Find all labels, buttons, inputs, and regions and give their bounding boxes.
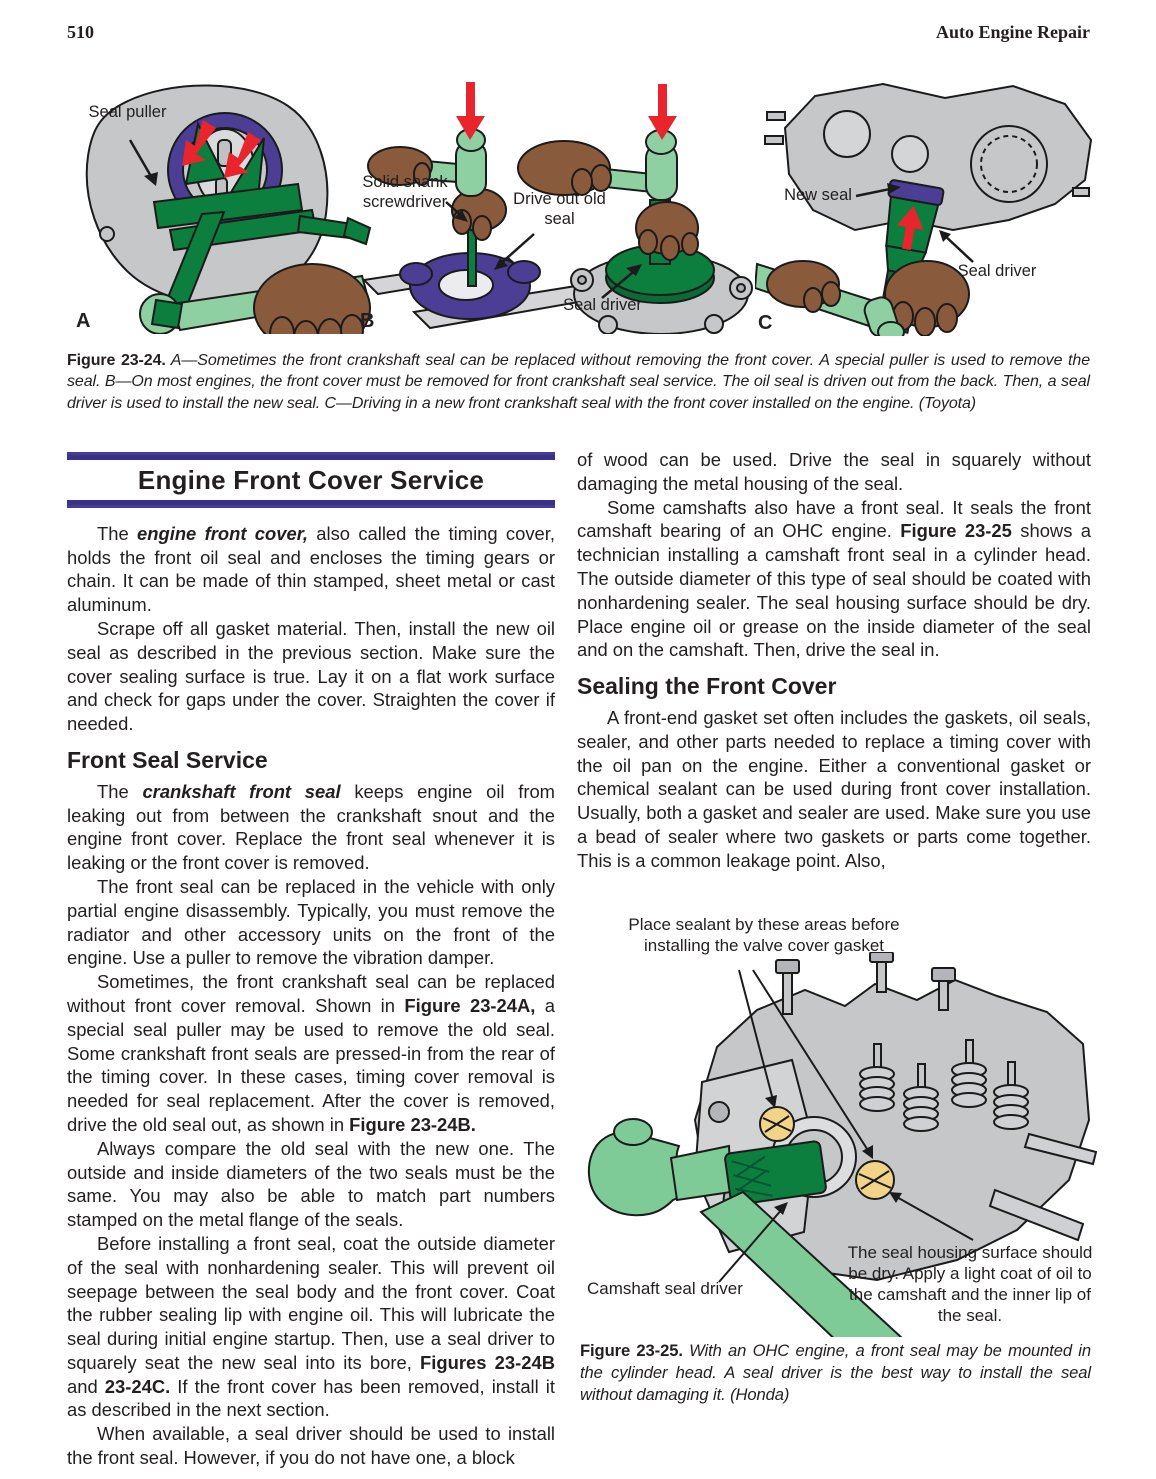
label-seal-driver-c: Seal driver (957, 262, 1037, 280)
hand-art (636, 202, 698, 260)
left-column (67, 452, 555, 1470)
label-seal-puller: Seal puller (88, 103, 167, 121)
hand-art (518, 141, 611, 195)
hand-art (767, 261, 840, 312)
label-drive-out-old-seal: Drive out old seal (513, 190, 606, 228)
figure-23-25 (577, 912, 1097, 1479)
sealant-dot-icon (760, 1107, 794, 1141)
paragraph: The engine front cover, also called the timing cover, holds the front oil seal and encloses the timing gears or chain. It can be made of thin stamped, sheet metal or cast aluminum. (67, 522, 555, 616)
paragraph: of wood can be used. Drive the seal in squarely without damaging the metal housing of the seal. (577, 449, 1091, 494)
label-solid-shank-screwdriver: Solid shank screwdriver (362, 173, 448, 211)
section-title: Engine Front Cover Service (137, 465, 485, 495)
book-title: Auto Engine Repair (935, 22, 1090, 42)
panel-c-illustration (755, 78, 1105, 336)
label-place-sealant: Place sealant by these areas before installing the valve cover gasket (628, 915, 900, 955)
paragraph: Some camshafts also have a front seal. It seals the front camshaft bearing of an OHC engine. Figure 23-25 shows a technician installing a camshaft front seal in a cylinder head. The outside diameter of this type of seal should be coated with nonhardening sealer. The seal housing surface should be dry. Place engine oil or grease on the inside diameter of the seal and on the camshaft. Then, drive the seal in. (577, 496, 1092, 661)
paragraph: When available, a seal driver should be used to install the front seal. However, if you do not have one, a block (67, 1423, 555, 1469)
right-column (577, 448, 1091, 873)
figure-23-24-caption: Figure 23-24. A—Sometimes the front crankshaft seal can be replaced without removing the front cover. A special puller is used to remove the seal. B—On most engines, the front cover must be removed for front crankshaft seal service. The oil seal is driven out from the back. Then, a seal driver is used to install the new seal. C—Driving in a new front crankshaft seal with the front cover installed on the engine. (Toyota) (67, 352, 1090, 412)
paragraph: Always compare the old seal with the new one. The outside and inside diameters of the two seals must be the same. You may also be able to match part numbers stamped on the metal flange of the seals. (67, 1137, 555, 1231)
label-seal-housing-surface: The seal housing surface should be dry. Apply a light coat of oil to the camshaft and the inner lip of the seal. (847, 1243, 1093, 1325)
leader-line (939, 230, 973, 262)
figure-23-24 (60, 70, 1100, 348)
double-rule (67, 500, 555, 508)
paragraph: The front seal can be replaced in the vehicle with only partial engine disassembly. Typically, you must remove the radiator and other accessory units on the front of the engine. Use a puller to remove the vibration damper. (67, 875, 555, 969)
panel-letter-b: B (360, 310, 375, 332)
page-header (67, 22, 1090, 43)
label-new-seal: New seal (784, 186, 852, 204)
paragraph: The crankshaft front seal keeps engine oil from leaking out from between the crankshaft snout and the engine front cover. Replace the front seal whenever it is leaking or the front cover is removed. (67, 780, 556, 874)
sealant-dot-icon (856, 1161, 894, 1199)
paragraph: Before installing a front seal, coat the outside diameter of the seal with nonhardening sealer. This will prevent oil seepage between the seal body and the front cover. Coat the rubber sealing lip with engine oil. This will lubricate the seal during initial engine startup. Then, use a seal driver to squarely seat the new seal into its bore, Figures 23-24B and 23-24C. If the front cover has been removed, install it as described in the next section. (67, 1232, 555, 1421)
label-camshaft-seal-driver: Camshaft seal driver (587, 1279, 743, 1298)
label-seal-driver-b: Seal driver (563, 296, 642, 314)
paragraph: A front-end gasket set often includes the gaskets, oil seals, sealer, and other parts needed to replace a timing cover with the oil pan on the engine. Either a conventional gasket or chemical sealant can be used during front cover installation. Usually, both a gasket and sealer are used. Make sure you use a bead of sealer where two gaskets or parts come together. This is a common leakage point. Also, (577, 706, 1091, 871)
paragraph: Sometimes, the front crankshaft seal can be replaced without front cover removal. Shown in Figure 23-24A, a special seal puller may be used to remove the old seal. Some crankshaft front seals are pressed-in from the rear of the timing cover. In these cases, timing cover removal is needed for seal replacement. After the cover is removed, drive the old seal out, as shown in Figure 23-24B. (67, 971, 556, 1135)
figure-23-25-caption: Figure 23-25. With an OHC engine, a front seal may be mounted in the cylinder head. A seal driver is the best way to install the seal without damaging it. (Honda) (580, 1341, 1091, 1404)
panel-letter-a: A (76, 310, 91, 332)
double-rule (67, 452, 555, 460)
page-number: 510 (67, 22, 94, 42)
panel-letter-c: C (758, 312, 773, 334)
subheading-front-seal-service: Front Seal Service (67, 746, 268, 773)
paragraph: Scrape off all gasket material. Then, install the new oil seal as described in the previous section. Make sure the cover sealing surface is true. Lay it on a flat work surface and check for gaps under the cover. Straighten the cover if needed. (67, 617, 555, 735)
section-title-box (67, 452, 555, 508)
subheading-sealing-the-front-cover: Sealing the Front Cover (577, 673, 837, 700)
